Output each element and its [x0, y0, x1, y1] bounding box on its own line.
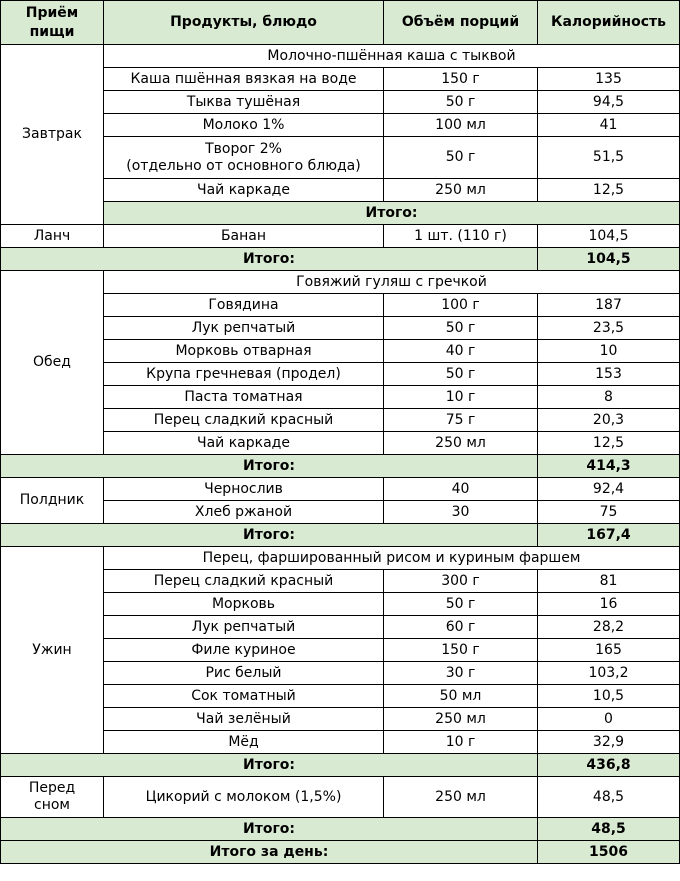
item-calories: 75: [538, 501, 680, 524]
item-name: Хлеб ржаной: [104, 501, 384, 524]
item-calories: 187: [538, 294, 680, 317]
item-name: Крупа гречневая (продел): [104, 363, 384, 386]
item-portion: 250 мл: [384, 777, 538, 818]
total-value: 48,5: [538, 818, 680, 841]
total-label: Итого:: [1, 455, 538, 478]
item-calories: 8: [538, 386, 680, 409]
item-name: Молоко 1%: [104, 114, 384, 137]
item-portion: 30: [384, 501, 538, 524]
meal-snack: Полдник: [1, 478, 104, 524]
item-portion: 250 мл: [384, 179, 538, 202]
item-portion: 40 г: [384, 340, 538, 363]
item-calories: 103,2: [538, 662, 680, 685]
meal-lunch: Ланч: [1, 225, 104, 248]
header-calories: Калорийность: [538, 1, 680, 45]
item-portion: 30 г: [384, 662, 538, 685]
item-calories: 92,4: [538, 478, 680, 501]
item-portion: 40: [384, 478, 538, 501]
total-value: 104,5: [538, 248, 680, 271]
table-row: [1, 478, 680, 501]
item-name: Лук репчатый: [104, 616, 384, 639]
item-name: Тыква тушёная: [104, 91, 384, 114]
total-label: Итого:: [1, 818, 538, 841]
item-calories: 32,9: [538, 731, 680, 754]
item-name-line1: Творог 2%: [205, 140, 282, 157]
table-row: [1, 45, 680, 68]
item-name: Морковь отварная: [104, 340, 384, 363]
item-portion: 100 мл: [384, 114, 538, 137]
item-calories: 165: [538, 639, 680, 662]
item-name: Чай каркаде: [104, 432, 384, 455]
item-calories: 12,5: [538, 432, 680, 455]
item-portion: 250 мл: [384, 432, 538, 455]
item-calories: 20,3: [538, 409, 680, 432]
header-meal: [1, 1, 104, 45]
item-name: Чай каркаде: [104, 179, 384, 202]
item-portion: 75 г: [384, 409, 538, 432]
item-calories: 104,5: [538, 225, 680, 248]
item-name: Чай зелёный: [104, 708, 384, 731]
table-row: [1, 777, 680, 818]
item-name: [104, 137, 384, 179]
item-name: Лук репчатый: [104, 317, 384, 340]
item-calories: 41: [538, 114, 680, 137]
item-calories: 10: [538, 340, 680, 363]
item-name-line2: (отдельно от основного блюда): [126, 157, 361, 174]
total-row-snack: [1, 524, 680, 547]
table-row: [1, 271, 680, 294]
item-portion: 150 г: [384, 68, 538, 91]
item-name: Перец сладкий красный: [104, 409, 384, 432]
header-product: Продукты, блюдо: [104, 1, 384, 45]
total-label: Итого:: [1, 524, 538, 547]
item-calories: 135: [538, 68, 680, 91]
total-value: 414,3: [538, 455, 680, 478]
item-name: Банан: [104, 225, 384, 248]
item-calories: 16: [538, 593, 680, 616]
item-calories: 23,5: [538, 317, 680, 340]
total-label: Итого:: [1, 248, 538, 271]
item-calories: 28,2: [538, 616, 680, 639]
day-total-label: Итого за день:: [1, 841, 538, 864]
total-label: Итого:: [1, 754, 538, 777]
meal-bedtime-line2: сном: [34, 797, 70, 813]
meal-dinner: Обед: [1, 271, 104, 455]
day-total-value: 1506: [538, 841, 680, 864]
meal-breakfast: Завтрак: [1, 45, 104, 225]
item-name: Филе куриное: [104, 639, 384, 662]
meal-supper: Ужин: [1, 547, 104, 754]
meal-bedtime: [1, 777, 104, 818]
day-total-row: [1, 841, 680, 864]
dish-title-dinner: Говяжий гуляш с гречкой: [104, 271, 680, 294]
item-calories: 10,5: [538, 685, 680, 708]
item-calories: 94,5: [538, 91, 680, 114]
table-row: [1, 225, 680, 248]
dish-title-breakfast: Молочно-пшённая каша с тыквой: [104, 45, 680, 68]
item-name: Цикорий с молоком (1,5%): [104, 777, 384, 818]
item-portion: 150 г: [384, 639, 538, 662]
item-name: Рис белый: [104, 662, 384, 685]
item-portion: 1 шт. (110 г): [384, 225, 538, 248]
item-name: Морковь: [104, 593, 384, 616]
item-portion: 50 г: [384, 137, 538, 179]
total-label: Итого:: [104, 202, 680, 225]
item-calories: 81: [538, 570, 680, 593]
item-name: Говядина: [104, 294, 384, 317]
item-portion: 10 г: [384, 731, 538, 754]
item-portion: 50 г: [384, 91, 538, 114]
total-row-bedtime: [1, 818, 680, 841]
header-meal-line2: пищи: [29, 23, 75, 40]
header-portion: Объём порций: [384, 1, 538, 45]
meal-bedtime-line1: Перед: [28, 780, 76, 796]
item-portion: 10 г: [384, 386, 538, 409]
header-row: [1, 1, 680, 45]
item-portion: 250 мл: [384, 708, 538, 731]
item-portion: 60 г: [384, 616, 538, 639]
dish-title-supper: Перец, фаршированный рисом и куриным фаршем: [104, 547, 680, 570]
item-name: Каша пшённая вязкая на воде: [104, 68, 384, 91]
item-calories: 153: [538, 363, 680, 386]
item-calories: 48,5: [538, 777, 680, 818]
item-name: Паста томатная: [104, 386, 384, 409]
item-name: Перец сладкий красный: [104, 570, 384, 593]
item-calories: 12,5: [538, 179, 680, 202]
item-portion: 50 г: [384, 363, 538, 386]
header-meal-line1: Приём: [25, 4, 79, 21]
item-calories: 51,5: [538, 137, 680, 179]
total-row-dinner: [1, 455, 680, 478]
item-name: Чернослив: [104, 478, 384, 501]
table-row: [1, 547, 680, 570]
item-portion: 50 мл: [384, 685, 538, 708]
total-row-lunch: [1, 248, 680, 271]
item-portion: 50 г: [384, 593, 538, 616]
item-portion: 50 г: [384, 317, 538, 340]
item-name: Мёд: [104, 731, 384, 754]
item-name: Сок томатный: [104, 685, 384, 708]
total-row-supper: [1, 754, 680, 777]
item-calories: 0: [538, 708, 680, 731]
total-value: 167,4: [538, 524, 680, 547]
item-portion: 300 г: [384, 570, 538, 593]
item-portion: 100 г: [384, 294, 538, 317]
total-value: 436,8: [538, 754, 680, 777]
